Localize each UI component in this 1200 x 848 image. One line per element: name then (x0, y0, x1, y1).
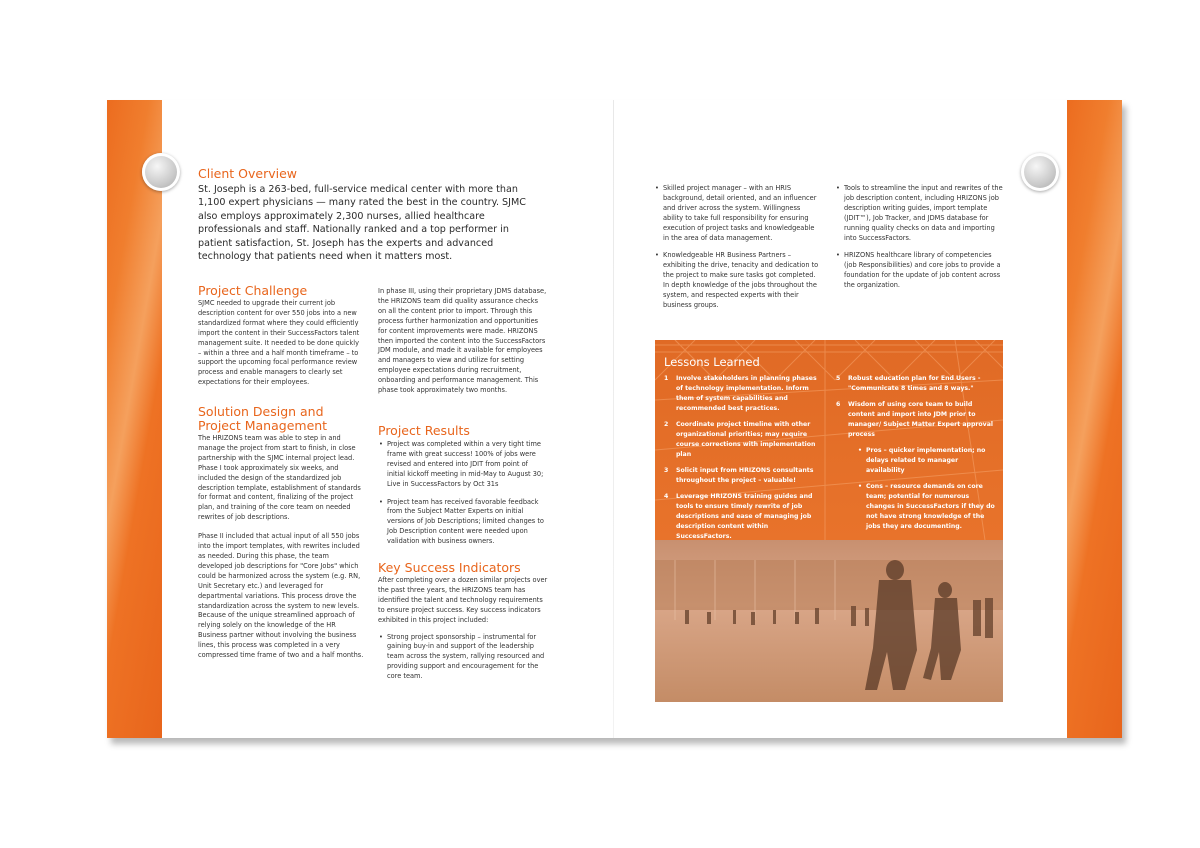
solution-design-title-2: Project Management (198, 418, 328, 433)
list-item (664, 420, 824, 460)
list-item (664, 374, 824, 414)
phase3-text: In phase III, using their proprietary JDMS database, the HRIZONS team did quality assurance checks on all the content prior to import. Through this process further harmonization and opportunities for content improvements were made. HRIZONS then imported the content into the SuccessFactors JDM module, and made it available for employees and managers to view and utilize for setting employee expectations during recruitment, onboarding and performance management. This phase took approximately two months. (378, 287, 547, 395)
key-success-section (378, 561, 548, 690)
solution-design-para2: Phase II included that actual input of all 550 jobs into the import templates, with rewrites included as needed. During this phase, the team developed job descriptions for "Core Jobs" which could be harmonized across the system (e.g. RN, Unit Secretary etc.) and leveraged for departmental variations. This process drove the standardization across the system to new levels. Because of the unique streamlined approach of relying solely on the knowledge of the HR Business partner without involving the business lines, this process was completed in a very compressed time frame of two and a half months. (198, 532, 364, 660)
list-item: • Cons – resource demands on core team; potential for numerous changes in SuccessFactors if they do not have strong knowledge of the jobs they are documenting. (858, 482, 996, 532)
lesson-text: Robust education plan for End Users - "Communicate 8 times and 8 ways." (848, 375, 981, 392)
lessons-list-right (836, 374, 996, 538)
list-item (836, 400, 996, 532)
page-spine (613, 100, 614, 738)
lesson-text: Wisdom of using core team to build content and import into JDM prior to manager/ Subject Matter Expert approval process (848, 401, 994, 438)
list-item: • Skilled project manager – with an HRIS background, detail oriented, and an influencer and driver across the system. Willingness ability to take full responsibility for ensuring execution of project tasks and knowledgeable in the area of data management. (663, 184, 822, 243)
phase3-section (378, 287, 548, 396)
lesson-number: 2 (664, 421, 669, 428)
key-success-title: Key Success Indicators (378, 560, 521, 575)
lesson-text: Solicit input from HRIZONS consultants throughout the project – valuable! (676, 467, 814, 484)
list-item (836, 374, 996, 394)
project-results-title: Project Results (378, 423, 470, 438)
list-item: • Tools to streamline the input and rewrites of the job description content, including HRIZONS job description writing guides, import template (JDIT™), Job Tracker, and JDMS database for running quality checks on data and importing into SuccessFactors. (844, 184, 1005, 243)
project-challenge-title: Project Challenge (198, 283, 308, 298)
list-item (664, 466, 824, 486)
solution-design-para1: The HRIZONS team was able to step in and manage the project from start to finish, in close partnership with the SJMC internal project lead. Phase I took approximately six weeks, and included the design of the standardized job description template, establishment of standards for format and content, finalizing of the project plan, and training of the core team on needed rewrites of job descriptions. (198, 434, 361, 522)
binder-ring-right-icon (1021, 153, 1059, 191)
left-orange-band (107, 100, 162, 738)
lessons-learned-box (655, 340, 1003, 702)
solution-design-section (198, 405, 364, 661)
lesson-number: 1 (664, 375, 669, 382)
right-column-1-list (654, 184, 822, 311)
lesson-text: Coordinate project timeline with other organizational priorities; may require course corrections with implementation plan (676, 421, 816, 458)
list-item (664, 492, 824, 542)
list-item: • Strong project sponsorship – instrumental for gaining buy-in and support of the leadership team across the system, rallying resourced and providing support and encouragement for the core team. (387, 633, 548, 683)
project-results-section (378, 424, 548, 555)
right-column-1 (654, 184, 822, 319)
right-column-2-list (835, 184, 1005, 291)
lesson-number: 3 (664, 467, 669, 474)
list-item: • Project team has received favorable feedback from the Subject Matter Experts on initial versions of Job Descriptions; limited changes to Job Description content were needed upon validation with business owners. (387, 498, 548, 548)
lobby-photo (655, 540, 1003, 702)
client-overview-title: Client Overview (198, 166, 298, 181)
lesson-text: Involve stakeholders in planning phases of technology implementation. Inform them of system capabilities and recommended best practices. (676, 375, 817, 412)
right-column-2 (835, 184, 1005, 299)
right-orange-band (1067, 100, 1122, 738)
list-item: • Pros – quicker implementation; no delays related to manager availability (858, 446, 996, 476)
lesson-number: 6 (836, 401, 841, 408)
lessons-sub-list (848, 446, 996, 532)
client-overview-section (198, 167, 533, 263)
binder-ring-left-icon (142, 153, 180, 191)
list-item: • Project was completed within a very tight time frame with great success! 100% of jobs were revised and entered into JDIT from point of initial kickoff meeting in mid-May to August 30; Live in SuccessFactors by Oct 31s (387, 440, 548, 490)
key-success-list (378, 633, 548, 683)
lesson-number: 4 (664, 493, 669, 500)
lobby-people-graphic (655, 540, 1003, 702)
list-item: • HRIZONS healthcare library of competencies (job Responsibilities) and core jobs to provide a foundation for the update of job content across the organization. (844, 251, 1005, 291)
lessons-title: Lessons Learned (664, 355, 760, 369)
project-results-list (378, 440, 548, 547)
project-challenge-section (198, 284, 364, 388)
key-success-text: After completing over a dozen similar projects over the past three years, the HRIZONS team has identified the talent and technology requirements to ensure project success. Key success indicators exhibited in this project included: (378, 576, 548, 624)
lesson-number: 5 (836, 375, 841, 382)
lesson-text: Leverage HRIZONS training guides and tools to ensure timely rewrite of job descriptions and ease of managing job description content within SuccessFactors. (676, 493, 813, 540)
project-challenge-text: SJMC needed to upgrade their current job description content for over 550 jobs into a new standardized format where they could efficiently import the content in their SuccessFactors talent management suite. It needed to be done quickly – within a three and a half month timeframe – to support the upcoming focal performance review process and enable managers to clearly set expectations for their employees. (198, 299, 360, 387)
list-item: • Knowledgeable HR Business Partners – exhibiting the drive, tenacity and dedication to the project to make sure tasks got completed. In depth knowledge of the jobs throughout the system, and respected experts with their business groups. (663, 251, 822, 310)
solution-design-title-1: Solution Design and (198, 404, 324, 419)
lessons-list-left (664, 374, 824, 548)
client-overview-text: St. Joseph is a 263-bed, full-service medical center with more than 1,100 expert physicians — many rated the best in the country. SJMC also employs approximately 2,300 nurses, allied healthcare professionals and staff. Nationally ranked and a top performer in patient satisfaction, St. Joseph has the experts and advanced technology that patients need when it matters most. (198, 184, 526, 263)
